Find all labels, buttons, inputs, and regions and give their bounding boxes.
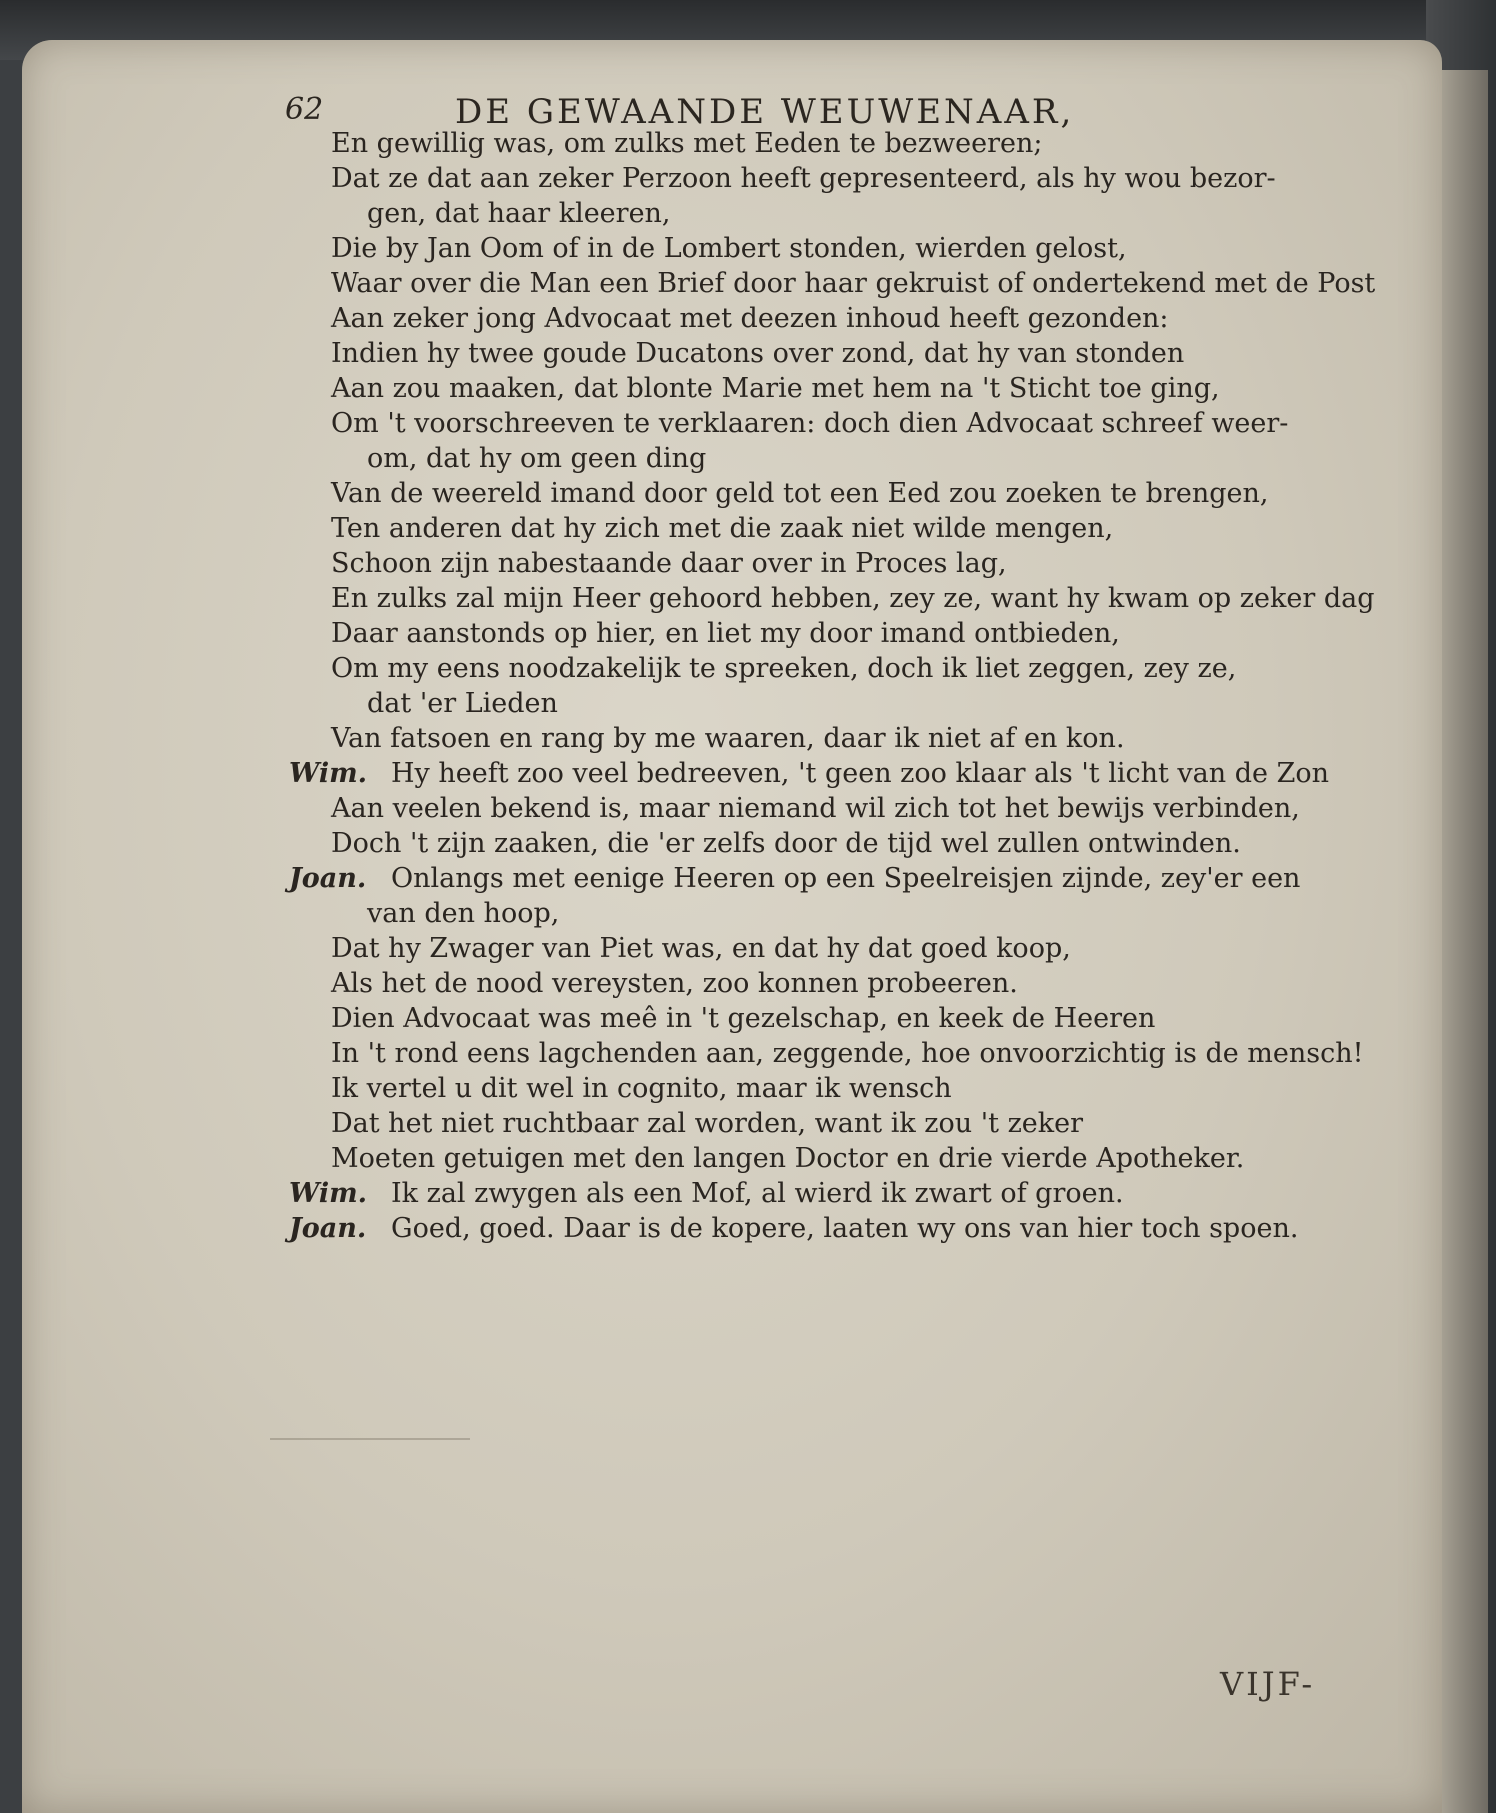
verse-line <box>295 231 1355 266</box>
verse-line-text: Goed, goed. Daar is de kopere, laaten wy ons van hier toch spoen. <box>391 1213 1299 1244</box>
verse-line <box>295 721 1355 756</box>
verse-line-text: Ik vertel u dit wel in cognito, maar ik wensch <box>331 1073 952 1104</box>
verse-line <box>289 1176 1355 1211</box>
verse-line <box>295 301 1355 336</box>
verse-line-text: Schoon zijn nabestaande daar over in Proces lag, <box>331 548 1007 579</box>
verse-line-text: Onlangs met eenige Heeren op een Speelreisjen zijnde, zey'er een <box>391 863 1301 894</box>
verse-line <box>295 371 1355 406</box>
verse-line-text: Daar aanstonds op hier, en liet my door imand ontbieden, <box>331 618 1120 649</box>
verse-line <box>295 441 1355 476</box>
speaker-name: Joan. <box>289 863 367 894</box>
verse-line-text: Dat hy Zwager van Piet was, en dat hy dat goed koop, <box>331 933 1071 964</box>
speaker-name: Wim. <box>289 1178 368 1209</box>
verse-line-text: Van de weereld imand door geld tot een Eed zou zoeken te brengen, <box>331 478 1269 509</box>
verse-line <box>295 266 1376 301</box>
catchword: VIJF- <box>1220 1665 1316 1703</box>
verse-line <box>295 1106 1355 1141</box>
verse-line <box>295 651 1355 686</box>
verse-line-text: Ik zal zwygen als een Mof, al wierd ik zwart of groen. <box>391 1178 1124 1209</box>
verse-line <box>295 476 1355 511</box>
verse-line <box>289 756 1355 791</box>
verse-line-text: Aan veelen bekend is, maar niemand wil zich tot het bewijs verbinden, <box>331 793 1300 824</box>
verse-line <box>295 126 1355 161</box>
verse-line-text: dat 'er Lieden <box>367 688 558 719</box>
verse-line <box>295 161 1355 196</box>
page-rule <box>270 1438 470 1440</box>
verse-line-text: Aan zou maaken, dat blonte Marie met hem na 't Sticht toe ging, <box>331 373 1220 404</box>
verse-line-text: Indien hy twee goude Ducatons over zond, dat hy van stonden <box>331 338 1185 369</box>
verse-line <box>295 686 1355 721</box>
verse-line <box>295 546 1355 581</box>
verse-line-text: van den hoop, <box>367 898 560 929</box>
verse-line <box>295 616 1355 651</box>
verse-line-text: En gewillig was, om zulks met Eeden te bezweeren; <box>331 128 1043 159</box>
verse-line <box>295 1141 1355 1176</box>
verse-line <box>295 511 1355 546</box>
verse-line-text: Waar over die Man een Brief door haar gekruist of ondertekend met de Post <box>331 268 1376 299</box>
verse-line <box>295 826 1355 861</box>
verse-line-text: Als het de nood vereysten, zoo konnen probeeren. <box>331 968 1018 999</box>
speaker-name: Wim. <box>289 758 368 789</box>
verse-line <box>295 196 1355 231</box>
verse-line <box>289 861 1355 896</box>
verse-line <box>295 931 1355 966</box>
page-number: 62 <box>285 92 324 127</box>
verse-line-text: Dat het niet ruchtbaar zal worden, want ik zou 't zeker <box>331 1108 1084 1139</box>
verse-line <box>295 1001 1355 1036</box>
verse-line-text: Om 't voorschreeven te verklaaren: doch dien Advocaat schreef weer- <box>331 408 1289 439</box>
speaker-name: Joan. <box>289 1213 367 1244</box>
running-title: DE GEWAANDE WEUWENAAR, <box>455 92 1075 132</box>
verse-line-text: Dien Advocaat was meê in 't gezelschap, en keek de Heeren <box>331 1003 1156 1034</box>
verse-line-text: En zulks zal mijn Heer gehoord hebben, zey ze, want hy kwam op zeker dag <box>331 583 1375 614</box>
verse-line <box>295 406 1355 441</box>
verse-line-text: Aan zeker jong Advocaat met deezen inhoud heeft gezonden: <box>331 303 1169 334</box>
verse-line-text: om, dat hy om geen ding <box>367 443 707 474</box>
verse-text <box>289 126 1376 1246</box>
verse-line-text: Van fatsoen en rang by me waaren, daar ik niet af en kon. <box>331 723 1125 754</box>
verse-line-text: In 't rond eens lagchenden aan, zeggende, hoe onvoorzichtig is de mensch! <box>331 1038 1364 1069</box>
verse-line-text: Ten anderen dat hy zich met die zaak niet wilde mengen, <box>331 513 1114 544</box>
verse-line-text: Moeten getuigen met den langen Doctor en drie vierde Apotheker. <box>331 1143 1245 1174</box>
verse-line-text: gen, dat haar kleeren, <box>367 198 671 229</box>
verse-line-text: Om my eens noodzakelijk te spreeken, doch ik liet zeggen, zey ze, <box>331 653 1237 684</box>
verse-line <box>289 1211 1355 1246</box>
verse-line-text: Die by Jan Oom of in de Lombert stonden, wierden gelost, <box>331 233 1127 264</box>
verse-line <box>295 1036 1364 1071</box>
verse-line <box>295 966 1355 1001</box>
verse-line <box>295 336 1355 371</box>
verse-line <box>295 791 1355 826</box>
verse-line <box>295 581 1375 616</box>
verse-line <box>295 896 1355 931</box>
verse-line-text: Doch 't zijn zaaken, die 'er zelfs door de tijd wel zullen ontwinden. <box>331 828 1241 859</box>
verse-line-text: Hy heeft zoo veel bedreeven, 't geen zoo klaar als 't licht van de Zon <box>391 758 1329 789</box>
verse-line-text: Dat ze dat aan zeker Perzoon heeft gepresenteerd, als hy wou bezor- <box>331 163 1276 194</box>
verse-line <box>295 1071 1355 1106</box>
